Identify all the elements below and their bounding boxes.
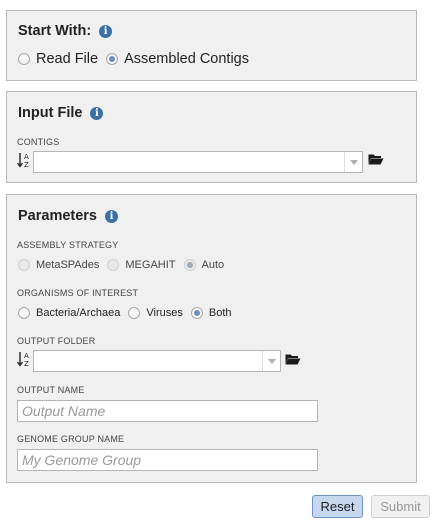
svg-text:Z: Z: [24, 161, 29, 169]
contigs-select[interactable]: [33, 151, 363, 173]
start-with-options: [18, 51, 257, 67]
radio-metaspades-label[interactable]: MetaSPAdes: [36, 259, 100, 271]
radio-bacteria-archaea-label[interactable]: Bacteria/Archaea: [36, 307, 121, 319]
sort-az-icon[interactable]: [17, 350, 31, 368]
svg-text:A: A: [24, 352, 29, 360]
genome-group-name-input[interactable]: [17, 449, 318, 471]
input-file-title-text: Input File: [18, 105, 83, 121]
radio-read-file-label[interactable]: Read File: [36, 51, 99, 67]
radio-both-label[interactable]: Both: [208, 307, 232, 319]
output-folder-label: OUTPUT FOLDER: [17, 336, 96, 346]
radio-auto-label[interactable]: Auto: [201, 259, 225, 271]
assembly-strategy-options: [18, 259, 232, 271]
organisms-of-interest-label: ORGANISMS OF INTEREST: [17, 288, 139, 298]
genome-group-name-label: GENOME GROUP NAME: [17, 434, 125, 444]
input-file-panel: [6, 91, 417, 183]
radio-assembled-contigs-label[interactable]: Assembled Contigs: [124, 51, 249, 67]
start-with-title-text: Start With:: [18, 23, 92, 39]
radio-viruses-label[interactable]: Viruses: [146, 307, 183, 319]
radio-assembled-contigs[interactable]: [106, 53, 118, 65]
radio-metaspades[interactable]: [18, 259, 30, 271]
output-name-input[interactable]: [17, 400, 318, 422]
info-icon[interactable]: i: [90, 107, 103, 120]
assembly-strategy-label: ASSEMBLY STRATEGY: [17, 240, 119, 250]
submit-button[interactable]: Submit: [371, 495, 430, 518]
parameters-title: [18, 208, 118, 224]
start-with-panel: [6, 10, 417, 81]
radio-auto[interactable]: [184, 259, 196, 271]
folder-open-icon[interactable]: [368, 153, 384, 165]
parameters-title-text: Parameters: [18, 208, 97, 224]
input-file-title: [18, 105, 103, 121]
sort-az-icon[interactable]: [17, 151, 31, 169]
radio-bacteria-archaea[interactable]: [18, 307, 30, 319]
output-name-label: OUTPUT NAME: [17, 385, 85, 395]
folder-open-icon[interactable]: [285, 353, 301, 365]
chevron-down-icon[interactable]: [344, 152, 362, 172]
chevron-down-icon[interactable]: [262, 351, 280, 371]
radio-megahit-label[interactable]: MEGAHIT: [125, 259, 176, 271]
parameters-panel: [6, 194, 417, 483]
radio-viruses[interactable]: [128, 307, 140, 319]
start-with-title: [18, 23, 112, 39]
organisms-options: [18, 307, 240, 319]
reset-button[interactable]: Reset: [312, 495, 363, 518]
info-icon[interactable]: i: [99, 25, 112, 38]
radio-read-file[interactable]: [18, 53, 30, 65]
contigs-label: CONTIGS: [17, 137, 60, 147]
info-icon[interactable]: i: [105, 210, 118, 223]
output-folder-select[interactable]: [33, 350, 281, 372]
radio-both[interactable]: [191, 307, 203, 319]
svg-text:Z: Z: [24, 360, 29, 368]
svg-text:A: A: [24, 153, 29, 161]
radio-megahit[interactable]: [107, 259, 119, 271]
